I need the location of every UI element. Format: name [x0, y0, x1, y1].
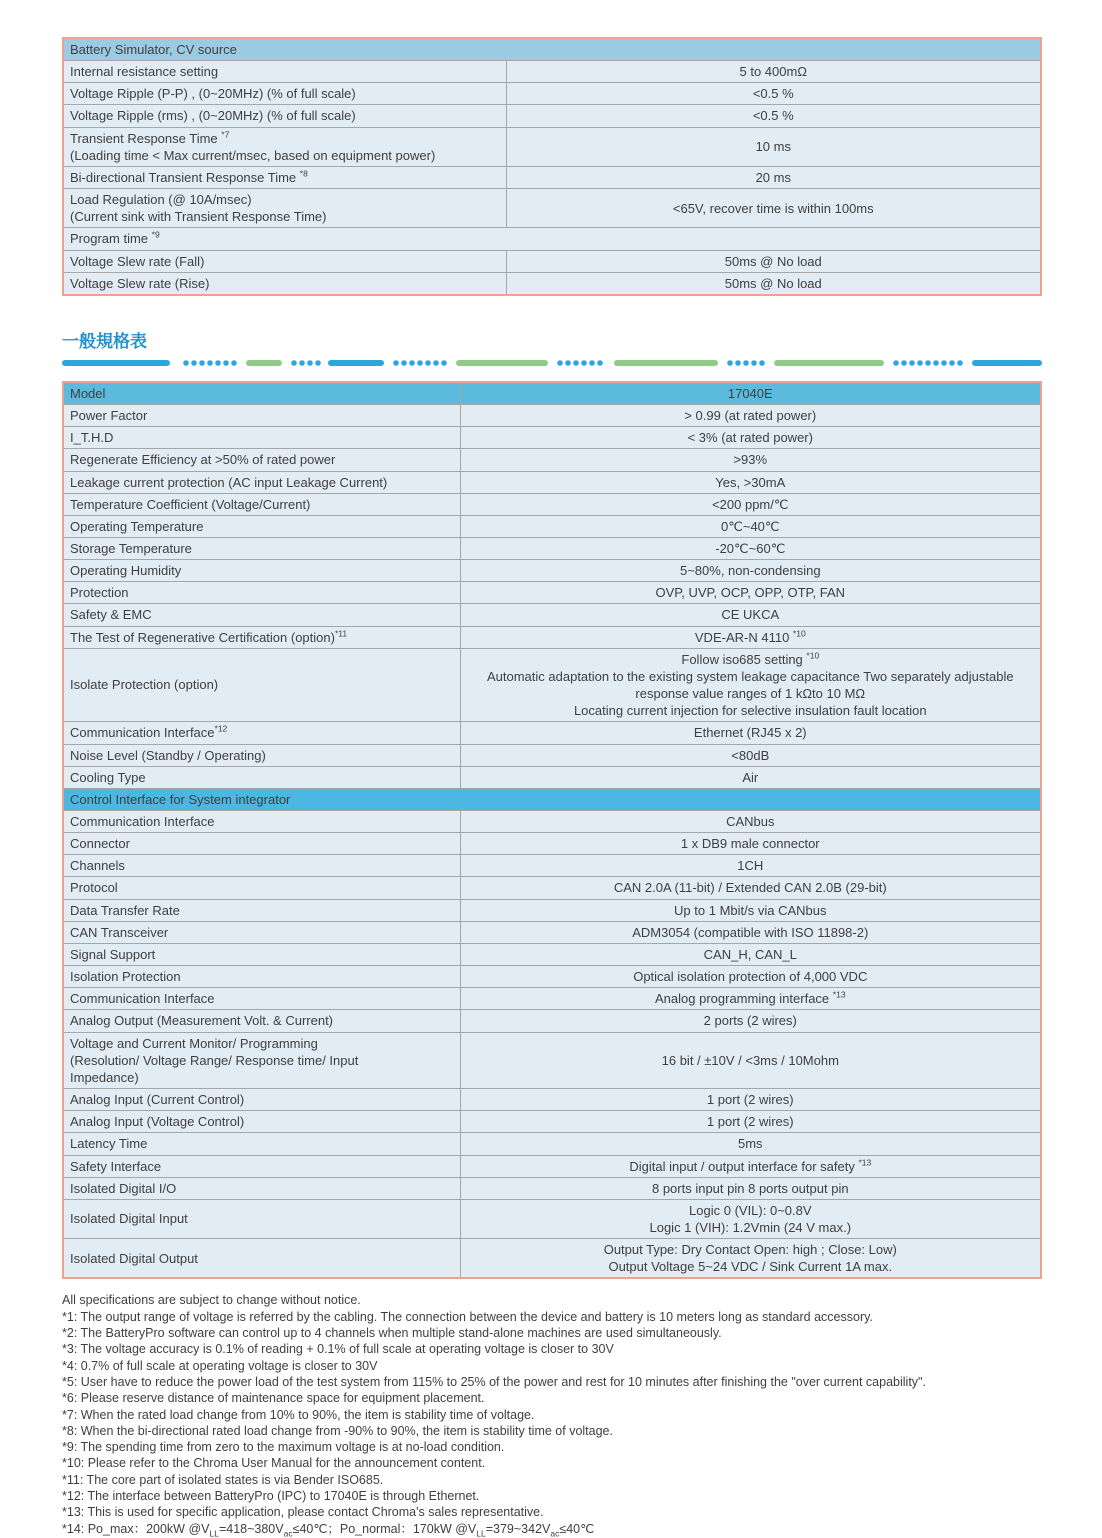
spec-label-cell: Isolation Protection: [63, 966, 460, 988]
spec-value-cell: 20 ms: [506, 166, 1041, 188]
spec-label-cell: Data Transfer Rate: [63, 899, 460, 921]
spec-value-cell: Up to 1 Mbit/s via CANbus: [460, 899, 1041, 921]
spec-value-cell: Follow iso685 setting $^{*10}$ Automatic adaptation to the existing system leakage capacitance Two separately adjustable response value ranges of 1 kΩto 10 MΩ Locating current injection for selective insulation fault location: [460, 648, 1041, 722]
table-row: [63, 1133, 1041, 1155]
table-row: [63, 127, 1041, 166]
spec-label-cell: Protocol: [63, 877, 460, 899]
spec-value-cell: Yes, >30mA: [460, 471, 1041, 493]
spec-label-cell: Signal Support: [63, 943, 460, 965]
table-row: [63, 189, 1041, 228]
spec-label-cell: CAN Transceiver: [63, 921, 460, 943]
spec-value-cell: Digital input / output interface for safety $^{*13}$: [460, 1155, 1041, 1177]
spec-label-cell: Noise Level (Standby / Operating): [63, 744, 460, 766]
spec-label-cell: Safety Interface: [63, 1155, 460, 1177]
spec-label-cell: Communication Interface: [63, 811, 460, 833]
spec-label-cell: Isolate Protection (option): [63, 648, 460, 722]
spec-value-cell: <80dB: [460, 744, 1041, 766]
spec-label-cell: Transient Response Time $^{*7}$ (Loading time < Max current/msec, based on equipment power): [63, 127, 506, 166]
table-row: [63, 250, 1041, 272]
table-row: [63, 272, 1041, 295]
footnote-line: *5: User have to reduce the power load of the test system from 115% to 25% of the power and rest for 10 minutes after finishing the "over current capability".: [62, 1374, 926, 1389]
table-row: [63, 427, 1041, 449]
footnotes: [62, 1292, 1042, 1536]
spec-value-cell: CAN_H, CAN_L: [460, 943, 1041, 965]
table-row: [63, 228, 1041, 250]
spec-value-cell: 1CH: [460, 855, 1041, 877]
spec-label-cell: Voltage Slew rate (Fall): [63, 250, 506, 272]
table-row: [63, 966, 1041, 988]
spec-value-cell: Air: [460, 766, 1041, 788]
decorative-dotted-divider: [62, 358, 1042, 368]
footnote-line: *1: The output range of voltage is referred by the cabling. The connection between the device and battery is 10 meters long as standard accessory.: [62, 1309, 873, 1324]
spec-value-cell: CANbus: [460, 811, 1041, 833]
spec-value-cell: < 3% (at rated power): [460, 427, 1041, 449]
spec-value-cell: 17040E: [460, 382, 1041, 405]
table-row: [63, 744, 1041, 766]
spec-value-cell: 5~80%, non-condensing: [460, 560, 1041, 582]
spec-label-cell: Battery Simulator, CV source: [63, 38, 1041, 61]
table-row: [63, 1010, 1041, 1032]
spec-label-cell: Operating Humidity: [63, 560, 460, 582]
table-row: [63, 899, 1041, 921]
spec-value-cell: Logic 0 (VIL): 0~0.8V Logic 1 (VIH): 1.2Vmin (24 V max.): [460, 1199, 1041, 1238]
spec-label-cell: Analog Input (Current Control): [63, 1089, 460, 1111]
table-row: [63, 1155, 1041, 1177]
table-row: [63, 537, 1041, 559]
table-row: [63, 722, 1041, 744]
spec-label-cell: Isolated Digital Output: [63, 1239, 460, 1279]
spec-value-cell: <0.5 %: [506, 83, 1041, 105]
table-row: [63, 560, 1041, 582]
spec-value-cell: 5ms: [460, 1133, 1041, 1155]
spec-label-cell: Program time $^{*9}$: [63, 228, 1041, 250]
table-row: [63, 1111, 1041, 1133]
spec-label-cell: Voltage Ripple (P-P) , (0~20MHz) (% of full scale): [63, 83, 506, 105]
table-row: [63, 833, 1041, 855]
spec-value-cell: VDE-AR-N 4110 $^{*10}$: [460, 626, 1041, 648]
spec-value-cell: <200 ppm/℃: [460, 493, 1041, 515]
table-row: [63, 988, 1041, 1010]
table-header-row: [63, 382, 1041, 405]
footnote-line: *9: The spending time from zero to the maximum voltage is at no-load condition.: [62, 1440, 505, 1455]
spec-label-cell: Model: [63, 382, 460, 405]
spec-label-cell: Internal resistance setting: [63, 61, 506, 83]
spec-value-cell: ADM3054 (compatible with ISO 11898-2): [460, 921, 1041, 943]
table-row: [63, 811, 1041, 833]
footnote-line: *10: Please refer to the Chroma User Manual for the announcement content.: [62, 1456, 486, 1471]
table-row: [63, 626, 1041, 648]
table-row: [63, 1239, 1041, 1279]
spec-value-cell: Analog programming interface $^{*13}$: [460, 988, 1041, 1010]
table-row: [63, 604, 1041, 626]
spec-label-cell: Channels: [63, 855, 460, 877]
table-row: [63, 648, 1041, 722]
footnote-line: *7: When the rated load change from 10% to 90%, the item is stability time of voltage.: [62, 1407, 535, 1422]
spec-value-cell: 8 ports input pin 8 ports output pin: [460, 1177, 1041, 1199]
footnote-line: *3: The voltage accuracy is 0.1% of reading + 0.1% of full scale at operating voltage is closer to 30V: [62, 1342, 614, 1357]
table-row: [63, 943, 1041, 965]
table-row: [63, 766, 1041, 788]
spec-label-cell: Protection: [63, 582, 460, 604]
footnote-line: *11: The core part of isolated states is via Bender ISO685.: [62, 1472, 384, 1487]
spec-label-cell: Storage Temperature: [63, 537, 460, 559]
table-row: [63, 61, 1041, 83]
footnote-line: *6: Please reserve distance of maintenance space for equipment placement.: [62, 1391, 485, 1406]
spec-label-cell: Operating Temperature: [63, 515, 460, 537]
table-row: [63, 1032, 1041, 1088]
table-row: [63, 515, 1041, 537]
spec-label-cell: Connector: [63, 833, 460, 855]
spec-label-cell: I_T.H.D: [63, 427, 460, 449]
table-row: [63, 582, 1041, 604]
spec-value-cell: -20℃~60℃: [460, 537, 1041, 559]
spec-value-cell: > 0.99 (at rated power): [460, 405, 1041, 427]
footnote-line: *8: When the bi-directional rated load change from -90% to 90%, the item is stability time of voltage.: [62, 1423, 613, 1438]
spec-label-cell: Communication Interface: [63, 988, 460, 1010]
spec-value-cell: 2 ports (2 wires): [460, 1010, 1041, 1032]
table-subheader-row: [63, 788, 1041, 810]
spec-label-cell: Analog Output (Measurement Volt. & Current): [63, 1010, 460, 1032]
footnote-line: *14: Po_max：200kW $@V_{LL}=418\sim 380V_{ac}\le 40℃$；Po_normal：170kW $@V_{LL}=379\sim 342V_{ac}\le 40℃$: [62, 1521, 595, 1538]
spec-value-cell: >93%: [460, 449, 1041, 471]
spec-value-cell: 1 port (2 wires): [460, 1089, 1041, 1111]
table-row: [63, 449, 1041, 471]
spec-label-cell: Isolated Digital I/O: [63, 1177, 460, 1199]
spec-value-cell: 1 x DB9 male connector: [460, 833, 1041, 855]
page-content: [62, 37, 1042, 1537]
spec-value-cell: <65V, recover time is within 100ms: [506, 189, 1041, 228]
spec-label-cell: Voltage Slew rate (Rise): [63, 272, 506, 295]
spec-label-cell: Voltage Ripple (rms) , (0~20MHz) (% of full scale): [63, 105, 506, 127]
spec-label-cell: Regenerate Efficiency at >50% of rated power: [63, 449, 460, 471]
spec-value-cell: 50ms @ No load: [506, 250, 1041, 272]
spec-label-cell: Latency Time: [63, 1133, 460, 1155]
spec-label-cell: Load Regulation (@ 10A/msec) (Current sink with Transient Response Time): [63, 189, 506, 228]
table-row: [63, 493, 1041, 515]
spec-label-cell: The Test of Regenerative Certification (option)$^{*11}$: [63, 626, 460, 648]
battery-simulator-cv-source-table: [62, 37, 1042, 296]
table-row: [63, 105, 1041, 127]
table-row: [63, 1177, 1041, 1199]
spec-value-cell: 16 bit / ±10V / <3ms / 10Mohm: [460, 1032, 1041, 1088]
footnote-line: *12: The interface between BatteryPro (IPC) to 17040E is through Ethernet.: [62, 1489, 480, 1503]
spec-value-cell: 0℃~40℃: [460, 515, 1041, 537]
table-row: [63, 877, 1041, 899]
footnote-line: *4: 0.7% of full scale at operating voltage is closer to 30V: [62, 1358, 378, 1373]
spec-label-cell: Communication Interface$^{*12}$: [63, 722, 460, 744]
footnote-line: All specifications are subject to change without notice.: [62, 1293, 361, 1308]
table-row: [63, 855, 1041, 877]
general-specifications-table: [62, 381, 1042, 1280]
spec-label-cell: Control Interface for System integrator: [63, 788, 1041, 810]
spec-label-cell: Cooling Type: [63, 766, 460, 788]
spec-label-cell: Isolated Digital Input: [63, 1199, 460, 1238]
table-row: [63, 83, 1041, 105]
spec-label-cell: Bi-directional Transient Response Time $^{*8}$: [63, 166, 506, 188]
spec-value-cell: 10 ms: [506, 127, 1041, 166]
table-row: [63, 471, 1041, 493]
spec-label-cell: Voltage and Current Monitor/ Programming (Resolution/ Voltage Range/ Response time/ Input Impedance): [63, 1032, 460, 1088]
spec-value-cell: OVP, UVP, OCP, OPP, OTP, FAN: [460, 582, 1041, 604]
table-row: [63, 166, 1041, 188]
spec-value-cell: Optical isolation protection of 4,000 VDC: [460, 966, 1041, 988]
spec-value-cell: 5 to 400mΩ: [506, 61, 1041, 83]
spec-value-cell: CE UKCA: [460, 604, 1041, 626]
table-row: [63, 405, 1041, 427]
spec-value-cell: Output Type: Dry Contact Open: high ; Close: Low) Output Voltage 5~24 VDC / Sink Current 1A max.: [460, 1239, 1041, 1279]
spec-value-cell: 50ms @ No load: [506, 272, 1041, 295]
table-row: [63, 921, 1041, 943]
table-row: [63, 1089, 1041, 1111]
table-header-row: [63, 38, 1041, 61]
table-row: [63, 1199, 1041, 1238]
section-title: 一般規格表: [62, 331, 147, 351]
spacer: [62, 296, 1042, 327]
footnote-line: *13: This is used for specific application, please contact Chroma's sales representative.: [62, 1505, 544, 1520]
spec-label-cell: Leakage current protection (AC input Leakage Current): [63, 471, 460, 493]
spec-value-cell: <0.5 %: [506, 105, 1041, 127]
spec-value-cell: 1 port (2 wires): [460, 1111, 1041, 1133]
footnote-line: *2: The BatteryPro software can control up to 4 channels when multiple stand-alone machines are used simultaneously.: [62, 1326, 722, 1341]
spec-label-cell: Safety & EMC: [63, 604, 460, 626]
spec-value-cell: CAN 2.0A (11-bit) / Extended CAN 2.0B (29-bit): [460, 877, 1041, 899]
spec-label-cell: Temperature Coefficient (Voltage/Current): [63, 493, 460, 515]
spec-value-cell: Ethernet (RJ45 x 2): [460, 722, 1041, 744]
spec-label-cell: Power Factor: [63, 405, 460, 427]
spec-label-cell: Analog Input (Voltage Control): [63, 1111, 460, 1133]
